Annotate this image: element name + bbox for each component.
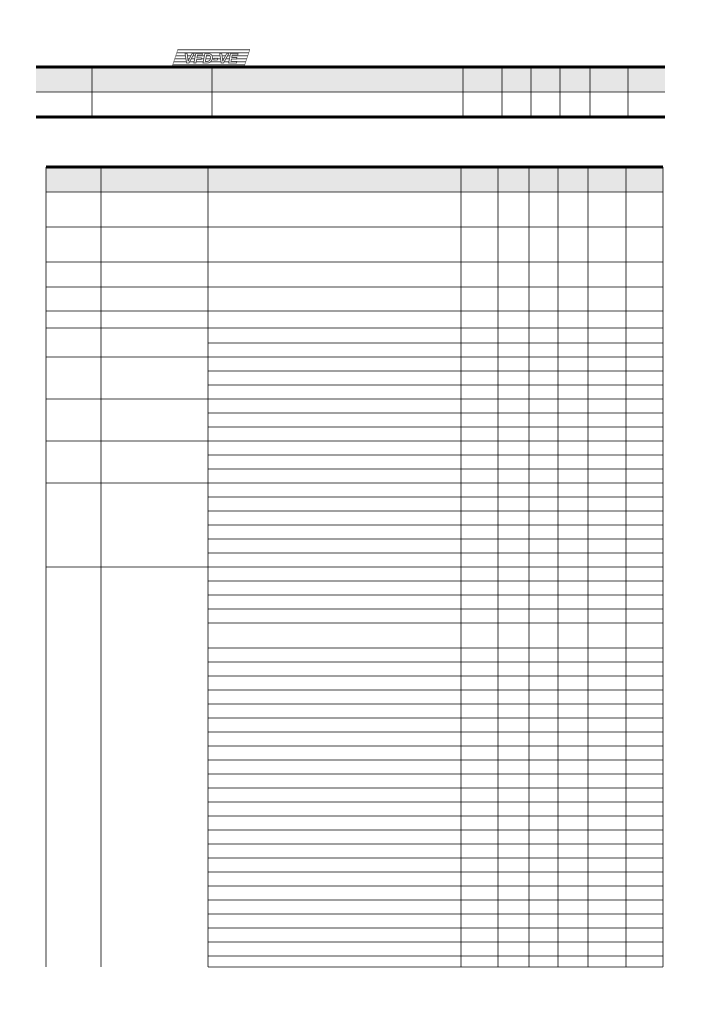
logo-text: VFD-VE [183,50,239,66]
top-table-header [36,67,665,92]
top-table [36,67,665,117]
main-table-header [46,167,663,192]
main-table [46,167,663,967]
